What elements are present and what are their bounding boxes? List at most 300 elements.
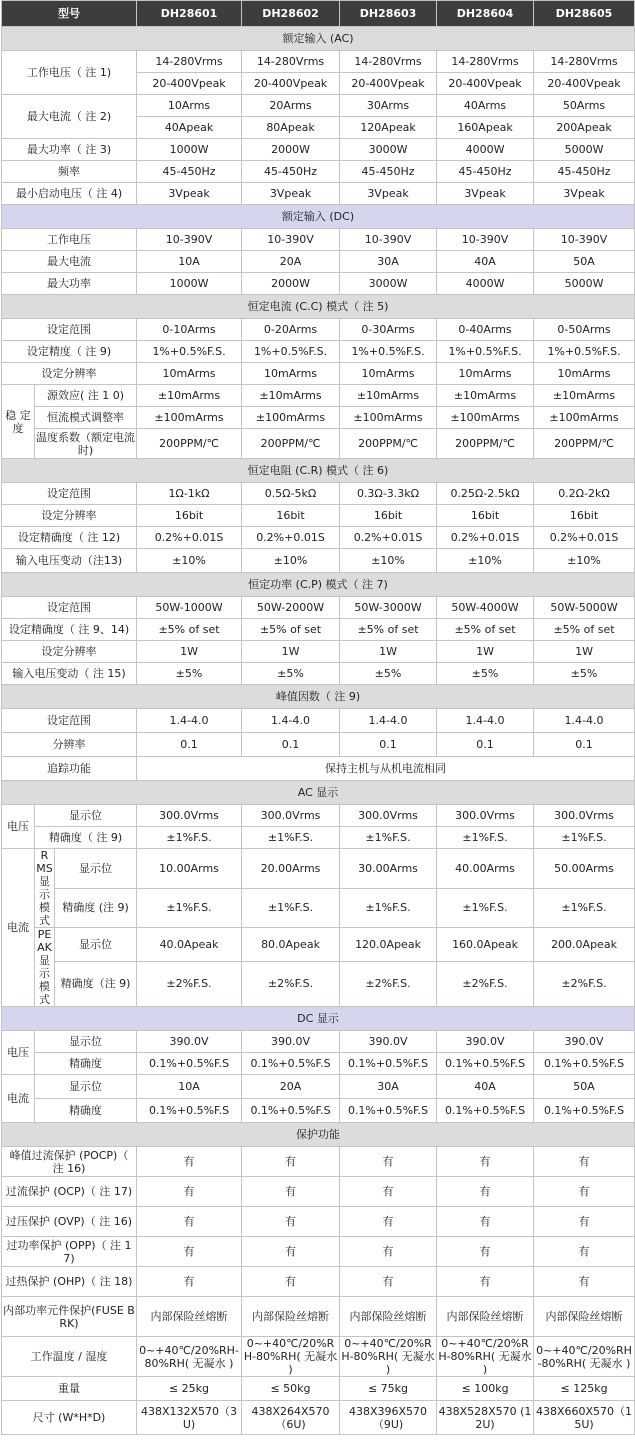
- table-cell: 0.2%+0.01S: [437, 527, 534, 549]
- section-title: 恒定电阻 (C.R) 模式（ 注 6): [2, 459, 635, 483]
- table-cell: 10-390V: [534, 229, 635, 251]
- table-cell: ≤ 75kg: [340, 1377, 437, 1401]
- table-row: [2, 961, 635, 1006]
- table-cell: 40Apeak: [137, 117, 242, 139]
- table-cell: 内部功率元件保护(FUSE BRK): [2, 1297, 137, 1337]
- table-cell: 显示位: [35, 1075, 137, 1099]
- section-title: AC 显示: [2, 781, 635, 805]
- table-cell: 3Vpeak: [437, 183, 534, 205]
- table-cell: 160.0Apeak: [437, 928, 534, 962]
- table-cell: RMS 显示 模式: [36, 849, 53, 927]
- table-cell: 0.1%+0.5%F.S: [340, 1053, 437, 1075]
- table-cell: 精确度: [35, 1099, 137, 1123]
- table-cell: 1000W: [137, 139, 242, 161]
- table-cell: 20A: [242, 1075, 340, 1099]
- table-cell: 16bit: [137, 505, 242, 527]
- table-cell: ±100mArms: [242, 407, 340, 429]
- table-cell: ±10%: [340, 549, 437, 573]
- table-cell: ±5%: [242, 663, 340, 685]
- table-cell: 设定精确度（ 注 9、14): [2, 619, 137, 641]
- table-cell: ±1%F.S.: [137, 827, 242, 849]
- section-title: 额定输入 (AC): [2, 27, 635, 51]
- table-cell: 14-280Vrms: [137, 51, 242, 73]
- table-cell: ±10mArms: [437, 385, 534, 407]
- table-cell: 有: [437, 1237, 534, 1267]
- table-cell: 30Arms: [340, 95, 437, 117]
- table-cell: 10Arms: [137, 95, 242, 117]
- table-cell: ±10%: [137, 549, 242, 573]
- table-cell: 390.0V: [437, 1031, 534, 1053]
- section-title: 额定输入 (DC): [2, 205, 635, 229]
- section-header-row: [2, 1007, 635, 1031]
- table-cell: ±2%F.S.: [534, 961, 635, 1006]
- header-dh28602: DH28602: [242, 1, 340, 27]
- table-cell: 438X528X570 (12U): [437, 1401, 534, 1435]
- table-cell: 有: [137, 1267, 242, 1297]
- table-cell: 0~+40℃/20%RH-80%RH( 无凝水 ): [438, 1337, 532, 1376]
- table-cell: 3Vpeak: [340, 183, 437, 205]
- table-cell: 20-400Vpeak: [437, 73, 534, 95]
- table-cell: 0.1%+0.5%F.S: [137, 1099, 242, 1123]
- table-row: [2, 1147, 635, 1177]
- table-cell: 20-400Vpeak: [242, 73, 340, 95]
- section-header-row: [2, 27, 635, 51]
- table-cell: 0.1: [534, 733, 635, 757]
- table-cell: 有: [242, 1267, 340, 1297]
- table-row: [2, 319, 635, 341]
- table-cell: 最大功率: [2, 273, 137, 295]
- section-header-row: [2, 459, 635, 483]
- table-cell: 电压: [2, 805, 35, 849]
- table-cell: 工作温度 / 湿度: [2, 1337, 137, 1377]
- table-cell: 3Vpeak: [534, 183, 635, 205]
- table-row: [2, 51, 635, 73]
- table-cell: 有: [137, 1237, 242, 1267]
- table-cell: 有: [534, 1267, 635, 1297]
- table-cell: 0~+40℃/20%RH-80%RH( 无凝水 ): [341, 1337, 435, 1376]
- table-cell: 有: [242, 1177, 340, 1207]
- section-title: 恒定功率 (C.P) 模式（ 注 7): [2, 573, 635, 597]
- table-cell: 120.0Apeak: [340, 928, 437, 962]
- table-cell: 14-280Vrms: [437, 51, 534, 73]
- table-cell: 200.0Apeak: [534, 928, 635, 962]
- table-cell: ≤ 50kg: [242, 1377, 340, 1401]
- table-row: [2, 483, 635, 505]
- table-cell: 精确度 (注 9): [55, 888, 137, 928]
- table-row: [2, 183, 635, 205]
- table-row: [2, 363, 635, 385]
- table-cell: 0.1: [340, 733, 437, 757]
- header-dh28601: DH28601: [137, 1, 242, 27]
- table-cell: 工作电压（ 注 1): [2, 51, 137, 95]
- table-cell: ±10%: [437, 549, 534, 573]
- table-cell: 过压保护 (OVP)（ 注 16): [2, 1207, 137, 1237]
- table-cell: 显示位: [35, 1031, 137, 1053]
- table-cell: 精确度（注 9): [55, 961, 137, 1006]
- section-header-row: [2, 1123, 635, 1147]
- table-cell: 内部保险丝熔断: [137, 1297, 242, 1337]
- table-cell: 设定范围: [2, 483, 137, 505]
- table-cell: 0-10Arms: [137, 319, 242, 341]
- table-cell: 438X132X570（3U): [137, 1401, 242, 1435]
- table-cell: 设定范围: [2, 319, 137, 341]
- table-row: [2, 1031, 635, 1053]
- table-cell: 16bit: [340, 505, 437, 527]
- table-cell: 有: [340, 1207, 437, 1237]
- table-cell: 最大电流（ 注 2): [2, 95, 137, 139]
- table-cell: 1W: [242, 641, 340, 663]
- table-cell: 438X264X570（6U): [242, 1401, 340, 1435]
- table-cell: 1.4-4.0: [242, 709, 340, 733]
- table-cell: 45-450Hz: [137, 161, 242, 183]
- table-cell: ±5%: [137, 663, 242, 685]
- table-cell: ±10mArms: [242, 385, 340, 407]
- table-cell: 160Apeak: [437, 117, 534, 139]
- table-cell: 10A: [137, 1075, 242, 1099]
- table-cell: 有: [534, 1177, 635, 1207]
- table-cell: ±2%F.S.: [340, 961, 437, 1006]
- table-cell: 4000W: [437, 273, 534, 295]
- table-cell: 45-450Hz: [242, 161, 340, 183]
- table-cell: 30.00Arms: [340, 849, 437, 889]
- table-cell: 设定范围: [2, 597, 137, 619]
- table-cell: ±10%: [242, 549, 340, 573]
- table-cell: 10mArms: [437, 363, 534, 385]
- table-cell: 0-20Arms: [242, 319, 340, 341]
- table-cell: 有: [242, 1147, 340, 1177]
- table-cell: ±5%: [534, 663, 635, 685]
- table-cell: 300.0Vrms: [437, 805, 534, 827]
- table-row: [2, 641, 635, 663]
- table-cell: 0.1: [137, 733, 242, 757]
- table-row: [2, 341, 635, 363]
- table-row: [2, 161, 635, 183]
- table-cell: 最大功率（ 注 3): [2, 139, 137, 161]
- table-row: [2, 597, 635, 619]
- table-cell: 40.0Apeak: [137, 928, 242, 962]
- table-cell: 源效应( 注 1 0): [35, 385, 137, 407]
- table-cell: 5000W: [534, 273, 635, 295]
- table-cell: 有: [340, 1147, 437, 1177]
- table-cell: 10mArms: [534, 363, 635, 385]
- table-cell: 最大电流: [2, 251, 137, 273]
- table-cell: 10-390V: [340, 229, 437, 251]
- header-dh28603: DH28603: [340, 1, 437, 27]
- table-cell: 0.5Ω-5kΩ: [242, 483, 340, 505]
- table-cell: PEAK 显示 模式: [35, 928, 55, 1007]
- header-row: [2, 1, 635, 27]
- table-row: [2, 827, 635, 849]
- table-cell: 20.00Arms: [242, 849, 340, 889]
- table-cell: 有: [437, 1267, 534, 1297]
- table-cell: 1%+0.5%F.S.: [340, 341, 437, 363]
- table-cell: 设定分辨率: [2, 641, 137, 663]
- table-cell: 设定精度（ 注 9): [2, 341, 137, 363]
- table-cell: ±5% of set: [340, 619, 437, 641]
- header-dh28605: DH28605: [534, 1, 635, 27]
- table-cell: 精确度: [35, 1053, 137, 1075]
- table-cell: 1.4-4.0: [137, 709, 242, 733]
- table-cell: 20A: [242, 251, 340, 273]
- table-cell: 显示位: [55, 849, 137, 889]
- section-header-row: [2, 295, 635, 319]
- table-cell: 有: [437, 1177, 534, 1207]
- table-cell: 过热保护 (OHP)（ 注 18): [2, 1267, 137, 1297]
- header-dh28604: DH28604: [437, 1, 534, 27]
- table-cell: ±5% of set: [137, 619, 242, 641]
- table-row: [2, 1177, 635, 1207]
- table-cell: 40A: [437, 1075, 534, 1099]
- table-cell: 1W: [534, 641, 635, 663]
- table-cell: 16bit: [534, 505, 635, 527]
- table-cell: 0.1%+0.5%F.S: [534, 1053, 635, 1075]
- table-cell: ≤ 100kg: [437, 1377, 534, 1401]
- table-cell: 16bit: [242, 505, 340, 527]
- table-cell: 0.2%+0.01S: [340, 527, 437, 549]
- table-cell: ±100mArms: [340, 407, 437, 429]
- table-cell: 45-450Hz: [534, 161, 635, 183]
- table-cell: 输入电压变动（注13): [2, 549, 137, 573]
- table-cell: 峰值过流保护 (POCP)（ 注 16): [2, 1147, 137, 1177]
- table-row: [2, 757, 635, 781]
- spec-table: [1, 0, 635, 1435]
- table-cell: 2000W: [242, 273, 340, 295]
- table-cell: 45-450Hz: [340, 161, 437, 183]
- table-cell: 14-280Vrms: [340, 51, 437, 73]
- table-cell: 有: [137, 1147, 242, 1177]
- table-cell: 1.4-4.0: [340, 709, 437, 733]
- table-cell: ±1%F.S.: [137, 888, 242, 928]
- table-cell: 200PPM/℃: [242, 429, 340, 459]
- table-row: [2, 1297, 635, 1337]
- table-cell: 重量: [2, 1377, 137, 1401]
- table-cell: 0~+40℃/20%RH-80%RH( 无凝水 ): [137, 1337, 242, 1377]
- table-cell: 1%+0.5%F.S.: [242, 341, 340, 363]
- table-row: [2, 273, 635, 295]
- table-cell: 10-390V: [242, 229, 340, 251]
- table-cell: 4000W: [437, 139, 534, 161]
- table-cell: 有: [534, 1147, 635, 1177]
- table-cell: ±1%F.S.: [534, 827, 635, 849]
- table-cell: 438X396X570（9U): [340, 1401, 437, 1435]
- table-cell: 频率: [2, 161, 137, 183]
- table-cell: ±100mArms: [437, 407, 534, 429]
- table-cell: 1W: [437, 641, 534, 663]
- section-header-row: [2, 781, 635, 805]
- table-cell: 30A: [340, 1075, 437, 1099]
- table-cell: 电压: [2, 1031, 35, 1075]
- table-cell: 300.0Vrms: [534, 805, 635, 827]
- table-row: [2, 619, 635, 641]
- table-cell: 最小启动电压（ 注 4): [2, 183, 137, 205]
- table-cell: 温度系数（额定电流时): [36, 430, 135, 457]
- table-cell: 0-40Arms: [437, 319, 534, 341]
- table-row: [2, 1401, 635, 1435]
- table-cell: 200Apeak: [534, 117, 635, 139]
- table-cell: 20-400Vpeak: [137, 73, 242, 95]
- table-cell: 内部保险丝熔断: [437, 1297, 534, 1337]
- table-cell: 0.1: [242, 733, 340, 757]
- table-cell: 有: [137, 1177, 242, 1207]
- table-cell: 300.0Vrms: [137, 805, 242, 827]
- table-row: [2, 139, 635, 161]
- table-cell: 3000W: [340, 273, 437, 295]
- table-cell: 0.1%+0.5%F.S: [137, 1053, 242, 1075]
- table-cell: ±1%F.S.: [340, 827, 437, 849]
- table-cell: 0.2%+0.01S: [534, 527, 635, 549]
- table-cell: 10mArms: [137, 363, 242, 385]
- table-cell: 1Ω-1kΩ: [137, 483, 242, 505]
- table-row: [2, 1207, 635, 1237]
- table-cell: 80.0Apeak: [242, 928, 340, 962]
- table-cell: 438X660X570（15U): [534, 1401, 635, 1435]
- table-cell: 有: [242, 1207, 340, 1237]
- section-header-row: [2, 573, 635, 597]
- table-cell: ±2%F.S.: [437, 961, 534, 1006]
- table-cell: 显示位: [55, 928, 137, 962]
- table-cell: 设定分辨率: [2, 505, 137, 527]
- table-row: [2, 663, 635, 685]
- table-cell: 0.1%+0.5%F.S: [437, 1099, 534, 1123]
- table-cell: ±1%F.S.: [242, 827, 340, 849]
- table-cell: 尺寸 (W*H*D): [2, 1401, 137, 1435]
- table-cell: 0.2%+0.01S: [137, 527, 242, 549]
- table-cell: 设定精确度（ 注 12): [2, 527, 137, 549]
- section-title: DC 显示: [2, 1007, 635, 1031]
- table-cell: 14-280Vrms: [242, 51, 340, 73]
- table-cell: 50W-3000W: [340, 597, 437, 619]
- table-cell: 16bit: [437, 505, 534, 527]
- table-cell: ±100mArms: [137, 407, 242, 429]
- table-cell: 显示位: [35, 805, 137, 827]
- table-cell: 45-450Hz: [437, 161, 534, 183]
- table-cell: 3000W: [340, 139, 437, 161]
- table-cell: 40A: [437, 251, 534, 273]
- table-row: [2, 1237, 635, 1267]
- section-title: 峰值因数（ 注 9): [2, 685, 635, 709]
- table-cell: 1%+0.5%F.S.: [437, 341, 534, 363]
- section-title: 保护功能: [2, 1123, 635, 1147]
- table-cell: 1W: [340, 641, 437, 663]
- table-cell: ≤ 25kg: [137, 1377, 242, 1401]
- table-cell: 10mArms: [340, 363, 437, 385]
- table-cell: 50A: [534, 251, 635, 273]
- table-cell: 0.2Ω-2kΩ: [534, 483, 635, 505]
- table-cell: ±5% of set: [437, 619, 534, 641]
- table-row: [2, 385, 635, 407]
- table-cell: 过流保护 (OCP)（ 注 17): [2, 1177, 137, 1207]
- table-cell: 10-390V: [437, 229, 534, 251]
- table-cell: 设定范围: [2, 709, 137, 733]
- table-cell: ±100mArms: [534, 407, 635, 429]
- table-cell: 300.0Vrms: [340, 805, 437, 827]
- table-cell: 390.0V: [340, 1031, 437, 1053]
- table-cell: 2000W: [242, 139, 340, 161]
- table-cell: ±5% of set: [242, 619, 340, 641]
- table-cell: 50.00Arms: [534, 849, 635, 889]
- table-cell: 200PPM/℃: [137, 429, 242, 459]
- table-cell: 50W-1000W: [137, 597, 242, 619]
- table-row: [2, 1267, 635, 1297]
- table-row: [2, 1099, 635, 1123]
- table-cell: 1.4-4.0: [534, 709, 635, 733]
- table-cell: 电流: [2, 849, 35, 1007]
- table-cell: 1%+0.5%F.S.: [534, 341, 635, 363]
- table-cell: ±1%F.S.: [534, 888, 635, 928]
- section-header-row: [2, 205, 635, 229]
- table-cell: 200PPM/℃: [534, 429, 635, 459]
- table-cell: ±10%: [534, 549, 635, 573]
- table-row: [2, 95, 635, 117]
- table-cell: 10A: [137, 251, 242, 273]
- table-row: [2, 1337, 635, 1377]
- table-cell: 0.1%+0.5%F.S: [242, 1053, 340, 1075]
- table-cell: 10-390V: [137, 229, 242, 251]
- table-cell: 50W-5000W: [534, 597, 635, 619]
- table-cell: ±10mArms: [137, 385, 242, 407]
- table-row: [2, 888, 635, 928]
- table-cell: 保持主机与从机电流相同: [137, 757, 635, 781]
- table-cell: 390.0V: [534, 1031, 635, 1053]
- table-cell: 20Arms: [242, 95, 340, 117]
- table-cell: 40.00Arms: [437, 849, 534, 889]
- table-cell: 分辨率: [2, 733, 137, 757]
- table-cell: 50W-4000W: [437, 597, 534, 619]
- table-cell: 3Vpeak: [242, 183, 340, 205]
- table-cell: 内部保险丝熔断: [534, 1297, 635, 1337]
- table-cell: 3Vpeak: [137, 183, 242, 205]
- table-row: [2, 407, 635, 429]
- table-cell: 设定分辨率: [2, 363, 137, 385]
- table-cell: ≤ 125kg: [534, 1377, 635, 1401]
- table-cell: 有: [534, 1207, 635, 1237]
- table-cell: 80Apeak: [242, 117, 340, 139]
- table-row: [2, 429, 635, 459]
- table-cell: 精确度（ 注 9): [35, 827, 137, 849]
- table-cell: 30A: [340, 251, 437, 273]
- table-cell: 过功率保护 (OPP)（ 注 17): [2, 1237, 137, 1267]
- section-title: 恒定电流 (C.C) 模式（ 注 5): [2, 295, 635, 319]
- table-cell: 1.4-4.0: [437, 709, 534, 733]
- table-cell: ±2%F.S.: [242, 961, 340, 1006]
- table-cell: 电流: [2, 1075, 35, 1123]
- table-cell: 有: [437, 1207, 534, 1237]
- table-cell: 50Arms: [534, 95, 635, 117]
- table-cell: ±1%F.S.: [340, 888, 437, 928]
- table-row: [2, 251, 635, 273]
- table-cell: 5000W: [534, 139, 635, 161]
- table-cell: 0.1%+0.5%F.S: [242, 1099, 340, 1123]
- spec-table-body: [2, 27, 635, 1435]
- table-cell: 50A: [534, 1075, 635, 1099]
- table-row: [2, 1053, 635, 1075]
- table-cell: 0.1%+0.5%F.S: [340, 1099, 437, 1123]
- table-cell: 1%+0.5%F.S.: [137, 341, 242, 363]
- table-cell: 稳 定 度: [2, 385, 35, 459]
- table-cell: 14-280Vrms: [534, 51, 635, 73]
- table-cell: 0-50Arms: [534, 319, 635, 341]
- table-row: [2, 505, 635, 527]
- table-cell: 有: [340, 1237, 437, 1267]
- table-cell: 有: [437, 1147, 534, 1177]
- table-cell: 10.00Arms: [137, 849, 242, 889]
- table-cell: 输入电压变动（ 注 15): [2, 663, 137, 685]
- table-cell: 1000W: [137, 273, 242, 295]
- table-cell: 有: [340, 1177, 437, 1207]
- table-row: [2, 928, 635, 962]
- table-cell: 120Apeak: [340, 117, 437, 139]
- table-cell: 390.0V: [137, 1031, 242, 1053]
